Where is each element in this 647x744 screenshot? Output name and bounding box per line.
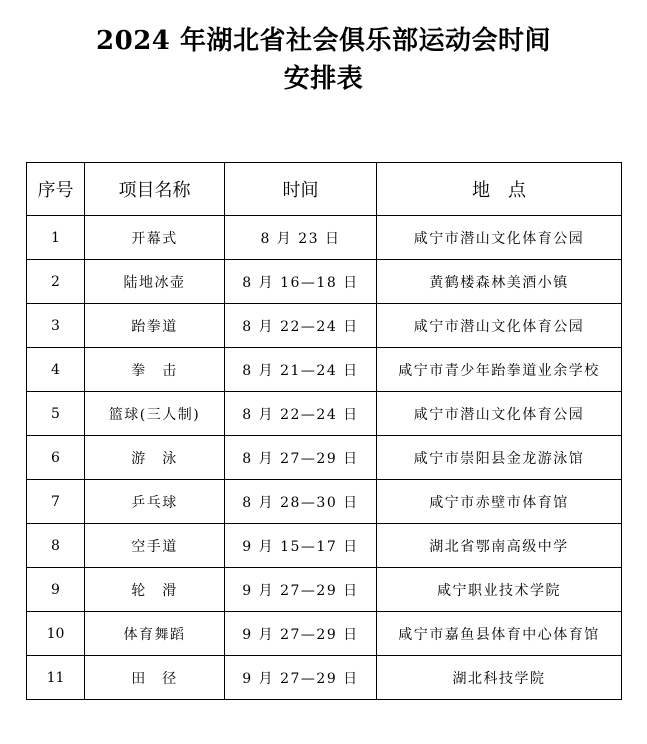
cell-no: 4 [27,348,85,392]
cell-time: 8 月 16—18 日 [225,260,377,304]
cell-item: 田 径 [85,656,225,700]
table-header-row [27,163,622,216]
cell-no: 10 [27,612,85,656]
document-title-line-2: 安排表 [283,64,364,94]
cell-place: 湖北省鄂南高级中学 [377,524,622,568]
cell-place: 黄鹤楼森林美酒小镇 [377,260,622,304]
cell-time: 8 月 23 日 [225,216,377,260]
cell-item: 陆地冰壶 [85,260,225,304]
cell-no: 7 [27,480,85,524]
table-row [27,480,622,524]
cell-no: 3 [27,304,85,348]
cell-item: 游 泳 [85,436,225,480]
cell-item: 篮球(三人制) [85,392,225,436]
cell-time: 9 月 27—29 日 [225,612,377,656]
table-row [27,524,622,568]
table-row [27,568,622,612]
cell-item: 乒乓球 [85,480,225,524]
cell-place: 咸宁市青少年跆拳道业余学校 [377,348,622,392]
cell-time: 9 月 27—29 日 [225,568,377,612]
header-place: 地 点 [377,163,622,216]
cell-no: 8 [27,524,85,568]
cell-item: 轮 滑 [85,568,225,612]
cell-time: 8 月 22—24 日 [225,392,377,436]
cell-place: 咸宁市潜山文化体育公园 [377,216,622,260]
cell-no: 5 [27,392,85,436]
table-row [27,348,622,392]
table-row [27,260,622,304]
cell-time: 8 月 27—29 日 [225,436,377,480]
cell-item: 跆拳道 [85,304,225,348]
cell-place: 湖北科技学院 [377,656,622,700]
table-row [27,392,622,436]
cell-place: 咸宁市崇阳县金龙游泳馆 [377,436,622,480]
table-row [27,304,622,348]
cell-time: 8 月 22—24 日 [225,304,377,348]
table-body [27,216,622,700]
table-row [27,216,622,260]
table-row [27,656,622,700]
document-title-line-1: 2024 年湖北省社会俱乐部运动会时间 [96,26,551,56]
cell-no: 11 [27,656,85,700]
cell-item: 体育舞蹈 [85,612,225,656]
cell-item: 开幕式 [85,216,225,260]
cell-place: 咸宁市潜山文化体育公园 [377,304,622,348]
cell-item: 拳 击 [85,348,225,392]
cell-time: 8 月 21—24 日 [225,348,377,392]
header-no: 序号 [27,163,85,216]
table-row [27,436,622,480]
cell-place: 咸宁职业技术学院 [377,568,622,612]
cell-place: 咸宁市潜山文化体育公园 [377,392,622,436]
cell-time: 9 月 15—17 日 [225,524,377,568]
cell-place: 咸宁市赤壁市体育馆 [377,480,622,524]
cell-no: 9 [27,568,85,612]
cell-time: 9 月 27—29 日 [225,656,377,700]
schedule-table [26,162,622,700]
cell-no: 2 [27,260,85,304]
cell-no: 1 [27,216,85,260]
table-row [27,612,622,656]
header-item: 项目名称 [85,163,225,216]
cell-item: 空手道 [85,524,225,568]
cell-place: 咸宁市嘉鱼县体育中心体育馆 [377,612,622,656]
cell-time: 8 月 28—30 日 [225,480,377,524]
header-time: 时间 [225,163,377,216]
cell-no: 6 [27,436,85,480]
